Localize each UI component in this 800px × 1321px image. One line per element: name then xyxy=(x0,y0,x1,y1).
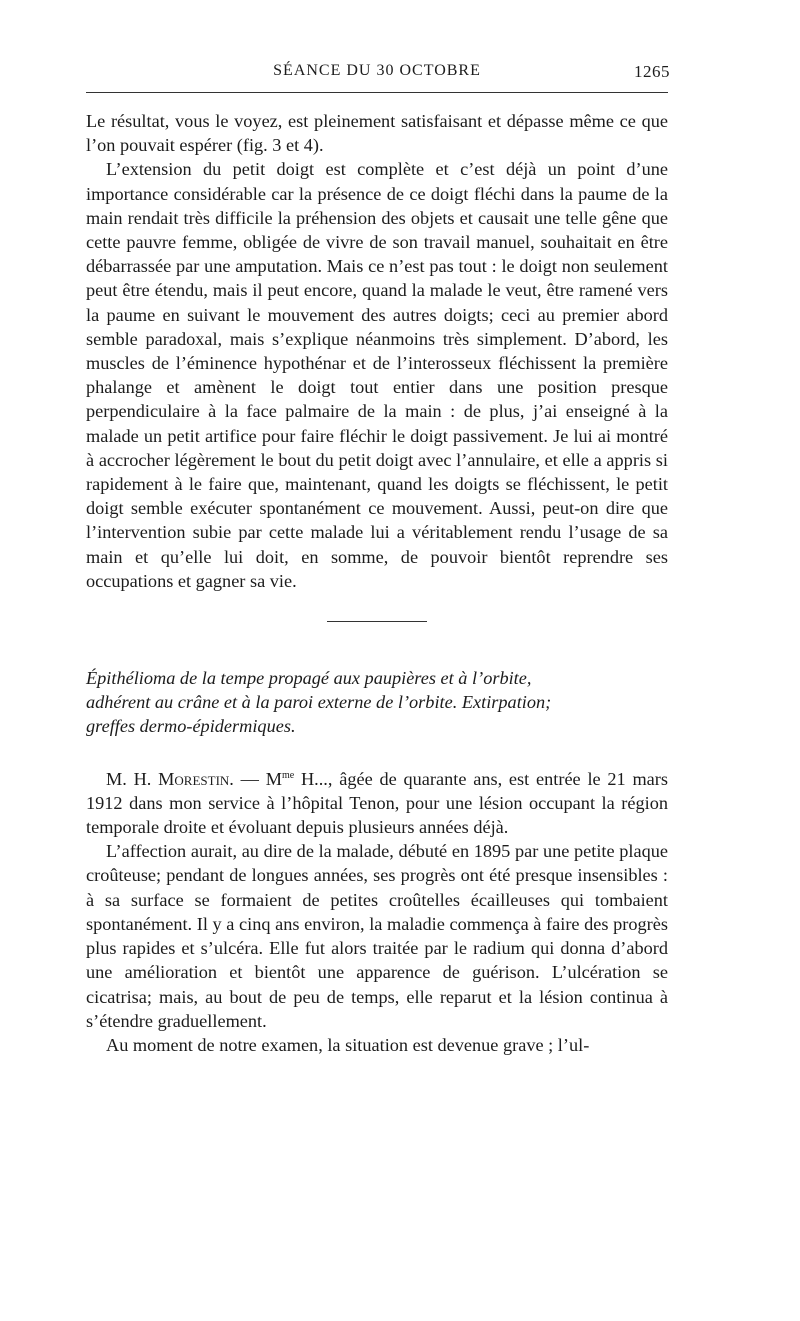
page-number: 1265 xyxy=(634,62,670,81)
author-dash: — M xyxy=(233,768,282,789)
author-name: M. H. Morestin. xyxy=(106,768,234,789)
section-separator xyxy=(327,621,427,622)
page xyxy=(86,62,668,1057)
case-intro-text: H..., âgée de quarante ans, est entrée le 21 mars 1912 dans mon service à l’hôpital Tenon, pour une lésion occupant la région temporale droite et évoluant depuis plusieurs années déjà. xyxy=(86,768,669,838)
paragraph-case-intro xyxy=(86,767,668,840)
paragraph-history: L’affection aurait, au dire de la malade, débuté en 1895 par une petite plaque croûteuse; pendant de longues années, ses progrès ont été presque insensibles : à sa surface se formaient de petites croûtelles écailleuses qui tombaient spontanément. Il y a cinq ans environ, la maladie commença à faire des progrès plus rapides et s’ulcéra. Elle fut alors traitée par le radium qui donna d’abord une amélioration et bientôt une apparence de guérison. L’ulcération se cicatrisa; mais, au bout de peu de temps, elle reparut et la lésion continua à s’étendre graduellement. xyxy=(86,841,668,1031)
header-rule xyxy=(86,92,668,93)
section-title-line: Épithélioma de la tempe propagé aux paupières et à l’orbite, xyxy=(86,668,532,689)
running-head xyxy=(86,62,668,86)
paragraph-examination: Au moment de notre examen, la situation est devenue grave ; l’ul- xyxy=(106,1034,590,1055)
section-title-line: adhérent au crâne et à la paroi externe de l’orbite. Extirpation; xyxy=(86,692,552,713)
running-head-title: SÉANCE DU 30 OCTOBRE xyxy=(273,62,481,79)
paragraph-extension: L’extension du petit doigt est complète et c’est déjà un point d’une importance considérable car la présence de ce doigt fléchi dans la paume de la main rendait très difficile la préhension des objets et causait une telle gêne que cette pauvre femme, obligée de vivre de son travail manuel, souhaitait en être débarrassée par une amputation. Mais ce n’est pas tout : le doigt non seulement peut être étendu, mais il peut encore, quand la malade le veut, être ramené vers la paume en suivant le mouvement des autres doigts; ceci au premier abord semble paradoxal, mais s’explique néanmoins très simplement. D’abord, les muscles de l’éminence hypothénar et de l’interosseux fléchissent la première phalange et amènent le doigt tout entier dans une position presque perpendiculaire à la face palmaire de la main : de plus, j’ai enseigné à la malade un petit artifice pour faire fléchir le doigt passivement. Je lui ai montré à accrocher légèrement le bout du petit doigt avec l’annulaire, et elle a appris si rapidement à le faire que, maintenant, quand les doigts se fléchissent, le petit doigt semble exécuter spontanément ce mouvement. Aussi, peut-on dire que l’intervention subie par cette malade lui a véritablement rendu l’usage de sa main et qu’elle lui doit, en somme, de pouvoir bientôt reprendre ses occupations et gagner sa vie. xyxy=(86,159,668,591)
section-title-line: greffes dermo-épidermiques. xyxy=(86,716,296,737)
paragraph-result: Le résultat, vous le voyez, est pleinement satisfaisant et dépasse même ce que l’on pouvait espérer (fig. 3 et 4). xyxy=(86,111,668,156)
section-title xyxy=(86,666,668,739)
mme-superscript: me xyxy=(281,769,295,781)
